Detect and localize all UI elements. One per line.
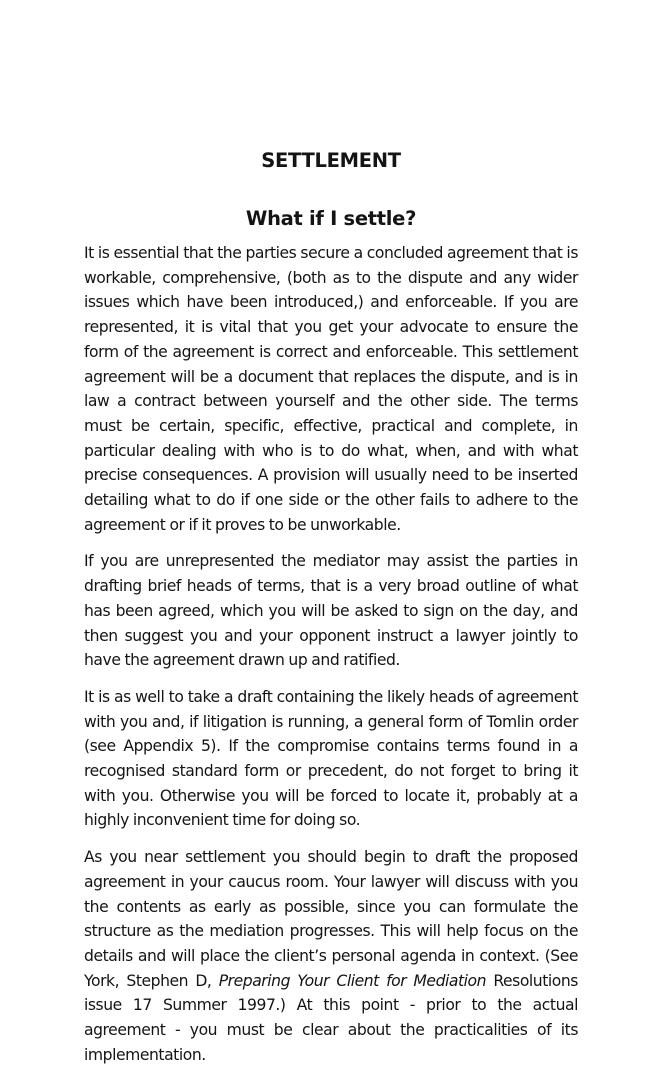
- body-text: [84, 241, 578, 1080]
- citation-title: Preparing Your Client for Mediation: [218, 971, 487, 990]
- paragraph-4-text-end: Resolutions issue 17 Summer 1997.) At this point - prior to the actual agreement - you must be clear about the practicalities of its implementation.: [84, 971, 578, 1064]
- paragraph-1: It is essential that the parties secure a concluded agreement that is workable, comprehensive, (both as to the dispute and any wider issues which have been introduced,) and enforceable. If you are represented, it is vital that you get your advocate to ensure the form of the agreement is correct and enforceable. This settlement agreement will be a document that replaces the dispute, and is in law a contract between yourself and the other side. The terms must be certain, specific, effective, practical and complete, in particular dealing with who is to do what, when, and with what precise consequences. A provision will usually need to be inserted detailing what to do if one side or the other fails to adhere to the agreement or if it proves to be unworkable.: [84, 244, 578, 534]
- paragraph-3: It is as well to take a draft containing the likely heads of agreement with you and, if litigation is running, a general form of Tomlin order (see Appendix 5). If the compromise contains terms found in a recognised standard form or precedent, do not forget to bring it with you. Otherwise you will be forced to locate it, probably at a highly inconvenient time for doing so.: [84, 687, 578, 830]
- paragraph-4: [84, 845, 578, 1067]
- paragraph-4-text: As you near settlement you should begin to draft the proposed agreement in your caucus room. Your lawyer will discuss with you the contents as early as possible, since you can formulate the structure as the mediation progresses. This will help focus on the details and will place the client’s personal agenda in context. (See York, Stephen D,: [84, 848, 578, 990]
- paragraph-2: If you are unrepresented the mediator may assist the parties in drafting brief heads of terms, that is a very broad outline of what has been agreed, which you will be asked to sign on the day, and then suggest you and your opponent instruct a lawyer jointly to have the agreement drawn up and ratified.: [84, 552, 578, 670]
- chapter-title: SETTLEMENT: [261, 149, 401, 172]
- section-title: What if I settle?: [245, 207, 417, 230]
